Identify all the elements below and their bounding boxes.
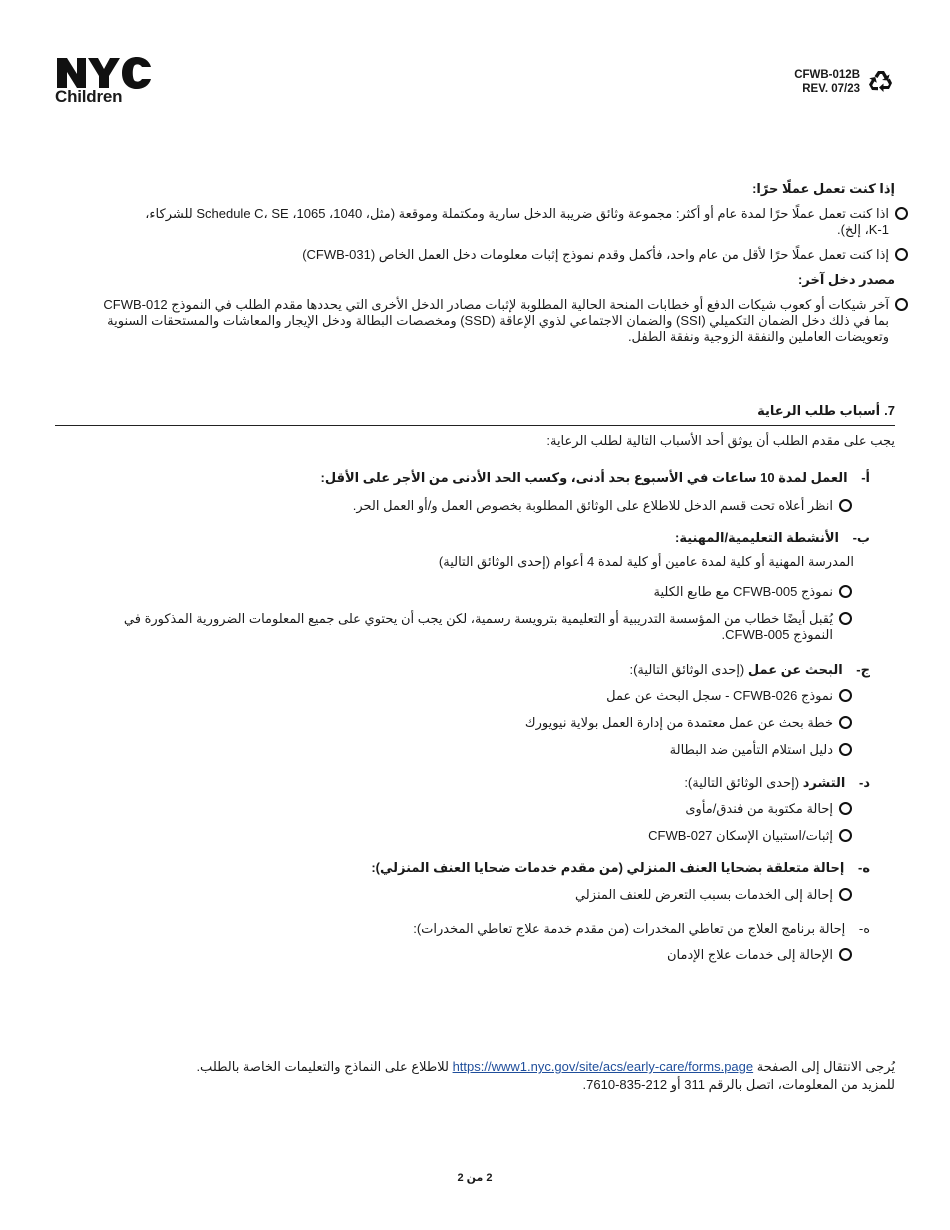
footer-text: يُرجى الانتقال إلى الصفحة: [756, 1059, 895, 1074]
reason-letter: ب-: [852, 530, 870, 545]
recycle-icon: [867, 68, 895, 96]
list-item-text: إحالة إلى الخدمات بسبب التعرض للعنف المنزلي: [574, 887, 833, 902]
reason-title: البحث عن عمل: [747, 662, 843, 677]
footer-line-2: للمزيد من المعلومات، اتصل بالرقم 311 أو 212-835-7610.: [582, 1077, 895, 1092]
list-item-text: نموذج CFWB-026 - سجل البحث عن عمل: [606, 688, 833, 703]
reason-title-suffix: (إحدى الوثائق التالية):: [629, 662, 745, 677]
section-title: أسباب طلب الرعاية: [757, 403, 881, 418]
reason-a-title: [321, 470, 870, 486]
nyc-children-logo: [55, 56, 155, 106]
radio-circle-icon: [839, 802, 852, 815]
reason-c-title: [629, 662, 870, 678]
reason-letter: ه-: [858, 921, 870, 936]
list-item: [252, 887, 852, 903]
list-item: [252, 715, 852, 731]
other-income-heading: مصدر دخل آخر:: [798, 272, 895, 287]
reason-letter: ج-: [856, 662, 870, 677]
list-item: [152, 498, 852, 514]
reason-b-note: المدرسة المهنية أو كلية لمدة عامين أو كلية لمدة 4 أعوام (إحدى الوثائق التالية): [438, 554, 854, 569]
list-item-text: إثبات/استبيان الإسكان CFWB-027: [648, 828, 833, 843]
reason-title: إحالة برنامج العلاج من تعاطي المخدرات (من مقدم خدمة علاج تعاطي المخدرات):: [413, 921, 846, 936]
reason-letter: أ-: [861, 470, 870, 485]
reason-title: التشرد: [802, 775, 846, 790]
list-item-text: يُقبل أيضًا خطاب من المؤسسة التدريبية أو التعليمية بترويسة رسمية، لكن يجب أن يحتوي على جميع المعلومات الضرورية المذكورة في النموذج CFWB-005.: [123, 611, 833, 642]
list-item-text: الإحالة إلى خدمات علاج الإدمان: [666, 947, 833, 962]
reason-title: العمل لمدة 10 ساعات في الأسبوع بحد أدنى، وكسب الحد الأدنى من الأجر على الأقل:: [320, 470, 848, 485]
section-intro: يجب على مقدم الطلب أن يوثق أحد الأسباب التالية لطلب الرعاية:: [546, 433, 895, 448]
reason-title: إحالة متعلقة بضحايا العنف المنزلي (من مقدم خدمات ضحايا العنف المنزلي):: [371, 860, 845, 875]
radio-circle-icon: [895, 207, 908, 220]
nyc-logo-icon: [55, 56, 153, 90]
radio-circle-icon: [839, 612, 852, 625]
list-item-text: انظر أعلاه تحت قسم الدخل للاطلاع على الوثائق المطلوبة بخصوص العمل و/أو العمل الحر.: [352, 498, 833, 513]
list-item-text: آخر شيكات أو كعوب شيكات الدفع أو خطابات المنحة الحالية المطلوبة لإثبات مصادر الدخل الأخرى التي يحددها مقدم الطلب في النموذج CFWB-012 بما في ذلك دخل الضمان التكميلي (SSI) والضمان الاجتماعي لذوي الإعاقة (SSD) ومخصصات البطالة ودخل الإيجار والمعاشات والمستحقات السنوية وتعويضات العاملين والنفقة الزوجية ونفقة الطفل.: [103, 297, 889, 344]
radio-circle-icon: [839, 888, 852, 901]
list-item-text: دليل استلام التأمين ضد البطالة: [669, 742, 833, 757]
list-item: [78, 297, 908, 345]
form-code: CFWB-012B: [794, 69, 860, 81]
list-item: [88, 247, 908, 263]
section-7-title: [55, 403, 895, 426]
reason-letter: د-: [858, 775, 870, 790]
reason-e-title: [371, 860, 870, 876]
radio-circle-icon: [839, 716, 852, 729]
list-item: [252, 688, 852, 704]
forms-page-link[interactable]: https://www1.nyc.gov/site/acs/early-care/forms.page: [452, 1059, 754, 1074]
list-item: [252, 801, 852, 817]
list-item: [252, 828, 852, 844]
reason-title: الأنشطة التعليمية/المهنية:: [674, 530, 839, 545]
reason-letter: ه-: [857, 860, 870, 875]
section-number: 7.: [884, 403, 895, 418]
radio-circle-icon: [839, 585, 852, 598]
form-revision: REV. 07/23: [802, 83, 860, 95]
list-item-text: إحالة مكتوبة من فندق/مأوى: [685, 801, 833, 816]
radio-circle-icon: [839, 829, 852, 842]
reason-title-suffix: (إحدى الوثائق التالية):: [684, 775, 800, 790]
reason-b-title: [675, 530, 870, 546]
logo-subtitle: Children: [55, 87, 123, 106]
list-item-text: خطة بحث عن عمل معتمدة من إدارة العمل بولاية نيويورك: [524, 715, 833, 730]
list-item-text: إذا كنت تعمل عملًا حرًا لأقل من عام واحد، فأكمل وقدم نموذج إثبات معلومات دخل العمل الخاص (CFWB-031): [302, 247, 889, 262]
list-item-text: نموذج CFWB-005 مع طابع الكلية: [653, 584, 833, 599]
section-title-text: [757, 403, 895, 419]
footer-text: للاطلاع على النماذج والتعليمات الخاصة بالطلب.: [196, 1059, 449, 1074]
radio-circle-icon: [839, 689, 852, 702]
footer-line-1: [196, 1059, 895, 1075]
list-item: [252, 742, 852, 758]
list-item-text: اذا كنت تعمل عملًا حرًا لمدة عام أو أكثر: مجموعة وثائق ضريبة الدخل سارية ومكتملة وموقعة (مثل، 1040، 1065، Schedule C، SE للشركاء، K-1، إلخ).: [145, 206, 889, 237]
list-item: [72, 611, 852, 643]
list-item: [252, 947, 852, 963]
form-code-block: [794, 68, 860, 96]
reason-d-title: [684, 775, 870, 791]
radio-circle-icon: [895, 248, 908, 261]
reason-f-title: [413, 921, 870, 937]
list-item: [88, 206, 908, 238]
radio-circle-icon: [839, 499, 852, 512]
page-number: 2 من 2: [457, 1172, 493, 1184]
self-employed-heading: إذا كنت تعمل عملًا حرًا:: [752, 181, 895, 196]
radio-circle-icon: [839, 948, 852, 961]
list-item: [152, 584, 852, 600]
radio-circle-icon: [839, 743, 852, 756]
radio-circle-icon: [895, 298, 908, 311]
